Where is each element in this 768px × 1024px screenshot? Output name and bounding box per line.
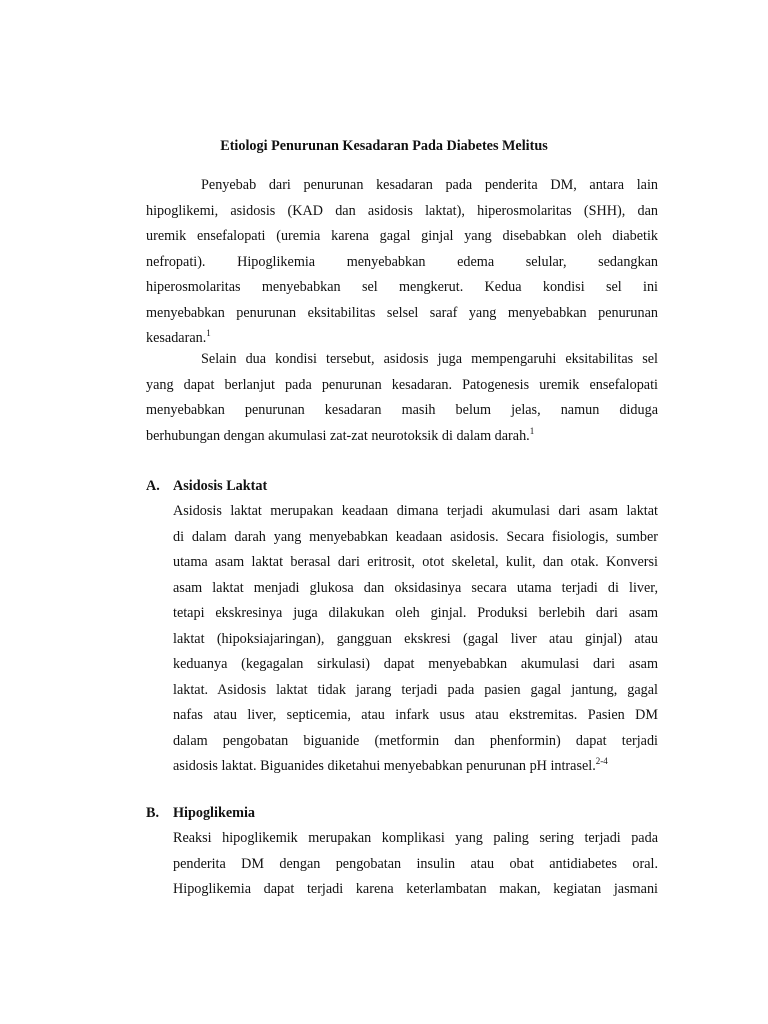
intro-paragraph bbox=[146, 173, 658, 352]
intro-line: nefropati). Hipoglikemia menyebabkan edema selular, sedangkan bbox=[146, 253, 658, 270]
intro-line-text: kesadaran. bbox=[146, 330, 207, 346]
citation-marker: 1 bbox=[529, 425, 535, 436]
section-a-heading bbox=[146, 474, 658, 500]
intro-line: hipoglikemi, asidosis (KAD dan asidosis laktat), hiperosmolaritas (SHH), dan bbox=[146, 202, 658, 219]
section-b-letter: B. bbox=[146, 805, 160, 821]
section-a-title: Asidosis Laktat bbox=[173, 478, 268, 494]
second-line: yang dapat berlanjut pada penurunan kesadaran. Patogenesis uremik ensefalopati bbox=[146, 376, 658, 393]
second-line-last bbox=[146, 424, 658, 450]
document-title: Etiologi Penurunan Kesadaran Pada Diabetes Melitus bbox=[220, 138, 548, 154]
section-a-line: laktat. Asidosis laktat tidak jarang terjadi pada pasien gagal jantung, gagal bbox=[173, 681, 658, 698]
section-a-body bbox=[173, 499, 658, 780]
intro-line: menyebabkan penurunan eksitabilitas selsel saraf yang menyebabkan penurunan bbox=[146, 304, 658, 321]
section-b-title: Hipoglikemia bbox=[173, 805, 255, 821]
second-line: Selain dua kondisi tersebut, asidosis juga mempengaruhi eksitabilitas sel bbox=[201, 351, 658, 367]
section-a-line: dalam pengobatan biguanide (metformin dan phenformin) dapat terjadi bbox=[173, 732, 658, 749]
section-a-line: tetapi ekskresinya juga dilakukan oleh ginjal. Produksi berlebih dari asam bbox=[173, 605, 658, 621]
section-a-line: di dalam darah yang menyebabkan keadaan asidosis. Secara fisiologis, sumber bbox=[173, 528, 658, 545]
intro-line: uremik ensefalopati (uremia karena gagal ginjal yang disebabkan oleh diabetik bbox=[146, 228, 658, 244]
section-a-line: nafas atau liver, septicemia, atau infark usus atau ekstremitas. Pasien DM bbox=[173, 707, 658, 723]
section-a-line: keduanya (kegagalan sirkulasi) dapat menyebabkan akumulasi dari asam bbox=[173, 656, 658, 672]
section-a-line-last bbox=[173, 754, 658, 780]
section-a-line: Asidosis laktat merupakan keadaan dimana terjadi akumulasi dari asam laktat bbox=[173, 503, 658, 519]
section-b-line: Hipoglikemia dapat terjadi karena keterlambatan makan, kegiatan jasmani bbox=[173, 881, 658, 897]
citation-marker: 2-4 bbox=[595, 756, 608, 766]
section-a-line: laktat (hipoksiajaringan), gangguan ekskresi (gagal liver atau ginjal) atau bbox=[173, 630, 658, 647]
section-a-letter: A. bbox=[146, 478, 160, 494]
intro-line: hiperosmolaritas menyebabkan sel mengkerut. Kedua kondisi sel ini bbox=[146, 279, 658, 295]
section-b-line: penderita DM dengan pengobatan insulin atau obat antidiabetes oral. bbox=[173, 855, 658, 872]
citation-marker: 1 bbox=[206, 328, 211, 338]
second-line: menyebabkan penurunan kesadaran masih belum jelas, namun diduga bbox=[146, 402, 658, 418]
second-paragraph bbox=[146, 347, 658, 449]
second-line-text: berhubungan dengan akumulasi zat-zat neurotoksik di dalam darah. bbox=[146, 427, 530, 444]
intro-line: Penyebab dari penurunan kesadaran pada penderita DM, antara lain bbox=[201, 177, 658, 193]
section-b-heading bbox=[146, 801, 658, 827]
section-b-body bbox=[173, 826, 658, 903]
section-a-line: asam laktat menjadi glukosa dan oksidasinya secara utama terjadi di liver, bbox=[173, 579, 658, 596]
section-b-line: Reaksi hipoglikemik merupakan komplikasi yang paling sering terjadi pada bbox=[173, 830, 658, 846]
section-a-line-text: asidosis laktat. Biguanides diketahui menyebabkan penurunan pH intrasel. bbox=[173, 758, 596, 774]
section-a-line: utama asam laktat berasal dari eritrosit, otot skeletal, kulit, dan otak. Konversi bbox=[173, 554, 658, 570]
